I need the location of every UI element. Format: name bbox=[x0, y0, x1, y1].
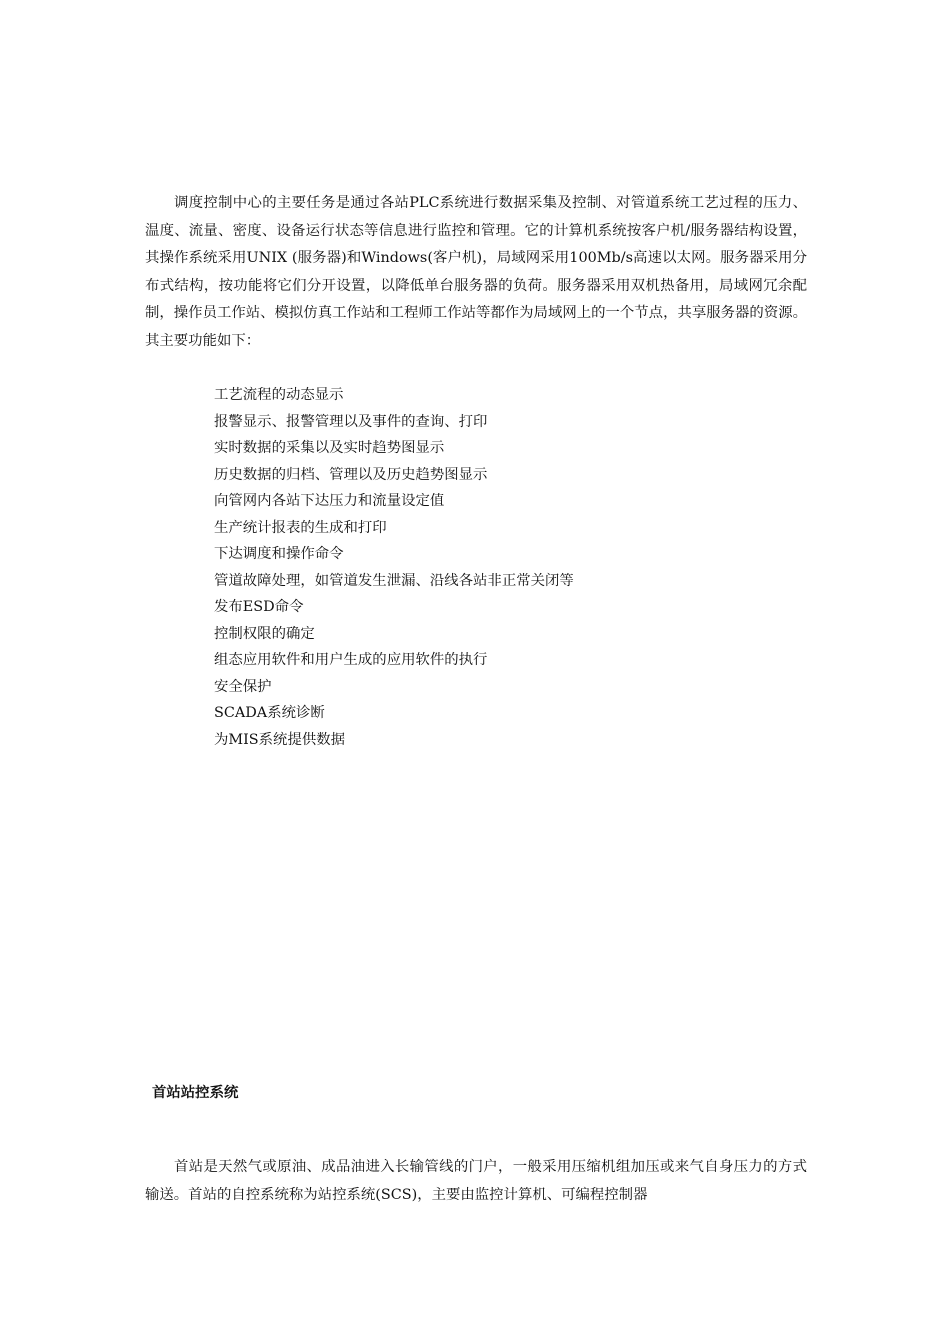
section-heading: 首站站控系统 bbox=[152, 1085, 239, 1101]
list-item: SCADA系统诊断 bbox=[214, 705, 325, 721]
list-item: 生产统计报表的生成和打印 bbox=[214, 519, 387, 536]
list-item: 向管网内各站下达压力和流量设定值 bbox=[214, 493, 445, 509]
list-item: 历史数据的归档、管理以及历史趋势图显示 bbox=[214, 466, 488, 483]
list-item: 下达调度和操作命令 bbox=[214, 546, 344, 562]
function-list bbox=[214, 382, 574, 753]
section-paragraph: 首站是天然气或原油、成品油进入长输管线的门户，一般采用压缩机组加压或来气自身压力的方式输送。首站的自控系统称为站控系统(SCS)，主要由监控计算机、可编程控制器 bbox=[145, 1159, 807, 1203]
list-item: 发布ESD命令 bbox=[214, 599, 304, 615]
list-item: 组态应用软件和用户生成的应用软件的执行 bbox=[214, 652, 488, 668]
list-item: 管道故障处理，如管道发生泄漏、沿线各站非正常关闭等 bbox=[214, 572, 574, 589]
list-item: 安全保护 bbox=[214, 678, 272, 695]
list-item: 报警显示、报警管理以及事件的查询、打印 bbox=[214, 413, 488, 430]
list-item: 控制权限的确定 bbox=[214, 625, 315, 642]
list-item: 工艺流程的动态显示 bbox=[214, 387, 344, 403]
list-item: 为MIS系统提供数据 bbox=[214, 731, 346, 748]
intro-paragraph: 调度控制中心的主要任务是通过各站PLC系统进行数据采集及控制、对管道系统工艺过程的压力、温度、流量、密度、设备运行状态等信息进行监控和管理。它的计算机系统按客户机/服务器结构设置，其操作系统采用UNIX (服务器)和Windows(客户机)，局域网采用100Mb/s高速以太网。服务器采用分布式结构，按功能将它们分开设置，以降低单台服务器的负荷。服务器采用双机热备用，局域网冗余配制，操作员工作站、模拟仿真工作站和工程师工作站等都作为局域网上的一个节点，共享服务器的资源。其主要功能如下： bbox=[145, 195, 807, 349]
list-item: 实时数据的采集以及实时趋势图显示 bbox=[214, 440, 445, 456]
